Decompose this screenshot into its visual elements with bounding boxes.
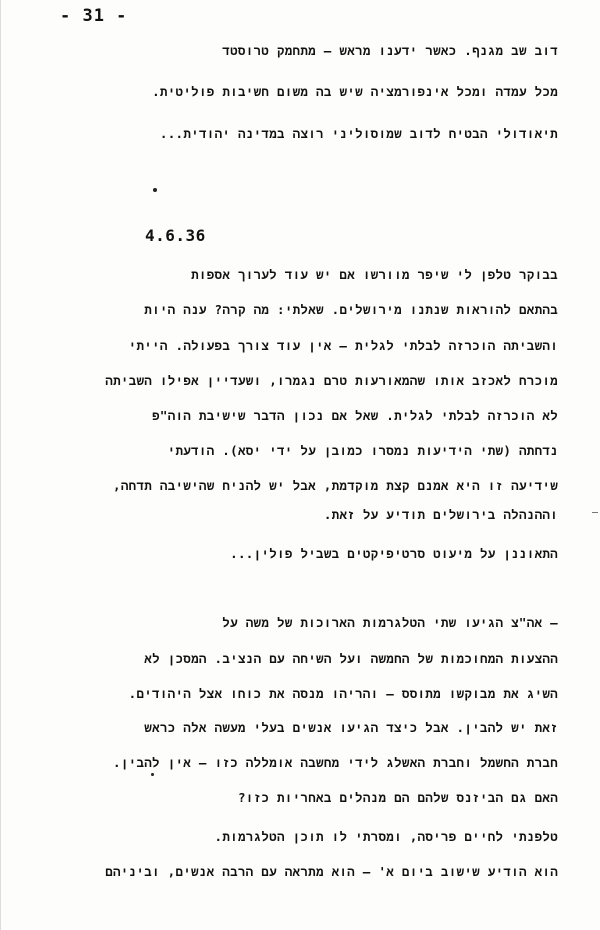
text-line: ההצעות המחוכמות של החמשה ועל השיחה עם הנציב. המסכן לא	[144, 651, 558, 666]
text-line: בהתאם להוראות שנתנו מירושלים. שאלתי: מה קרה? ענה היות	[144, 302, 558, 317]
text-line: טלפנתי לחיים פריסה, ומסרתי לו תוכן הטלגרמות.	[214, 829, 558, 844]
text-line: הוא הודיע שישוב ביום א' – הוא מתראה עם הרבה אנשים, וביניהם	[105, 864, 558, 879]
text-line: לא הוכרזה לבלתי לגלית. שאל אם נכון הדבר שישיבת הוה"פ	[152, 408, 558, 423]
margin-mark	[592, 512, 598, 513]
stray-dot	[153, 188, 157, 192]
text-line: חברת החשמל וחברת האשלג לידי מחשבה אומללה כזו – אין להבין.	[113, 755, 558, 770]
text-line: – אה"צ הגיעו שתי הטלגרמות הארוכות של משה על	[222, 615, 558, 630]
text-line: וההנהלה בירושלים תודיע על זאת.	[323, 507, 558, 522]
text-line: זאת יש להבין. אבל כיצד הגיעו אנשים בעלי מעשה אלה כראש	[144, 720, 558, 735]
text-line: התאוננן על מיעוט סרטיפיקטים בשביל פולין...	[230, 546, 558, 561]
text-line: מוכרח לאכזב אותו שהמאורעות טרם נגמרו, ושעדיין אפילו השביתה	[105, 373, 558, 388]
page-number: - 31 -	[60, 6, 128, 26]
text-line: דוב שב מגנף. כאשר ידענו מראש – מתחמק טרוסטד	[222, 43, 558, 58]
text-line: והשביתה הוכרזה לבלתי לגלית – אין עוד צורך בפעולה. הייתי	[128, 338, 558, 353]
text-line: בבוקר טלפן לי שיפר מוורשו אם יש עוד לערוך אספות	[191, 267, 558, 282]
entry-date: 4.6.36	[145, 226, 206, 245]
text-line: שידיעה זו היא אמנם קצת מוקדמת, אבל יש להניח שהישיבה תדחה,	[113, 478, 558, 493]
text-line: האם גם הביזנס שלהם הם מנהלים באחריות כזו?	[237, 790, 558, 805]
text-line: תיאודולי הבטיח לדוב שמוסוליני רוצה במדינה יהודית...	[159, 126, 558, 141]
page-left-edge	[0, 0, 1, 930]
text-line: נדחתה (שתי הידיעות נמסרו כמובן על ידי יסא). הודעתי	[167, 443, 558, 458]
text-line: השיג את מבוקשו מתוסס – והריהו מנסה את כוחו אצל היהודים.	[128, 686, 558, 701]
text-line: מכל עמדה ומכל אינפורמציה שיש בה משום חשיבות פוליטית.	[152, 84, 558, 99]
stray-dot	[151, 773, 154, 776]
